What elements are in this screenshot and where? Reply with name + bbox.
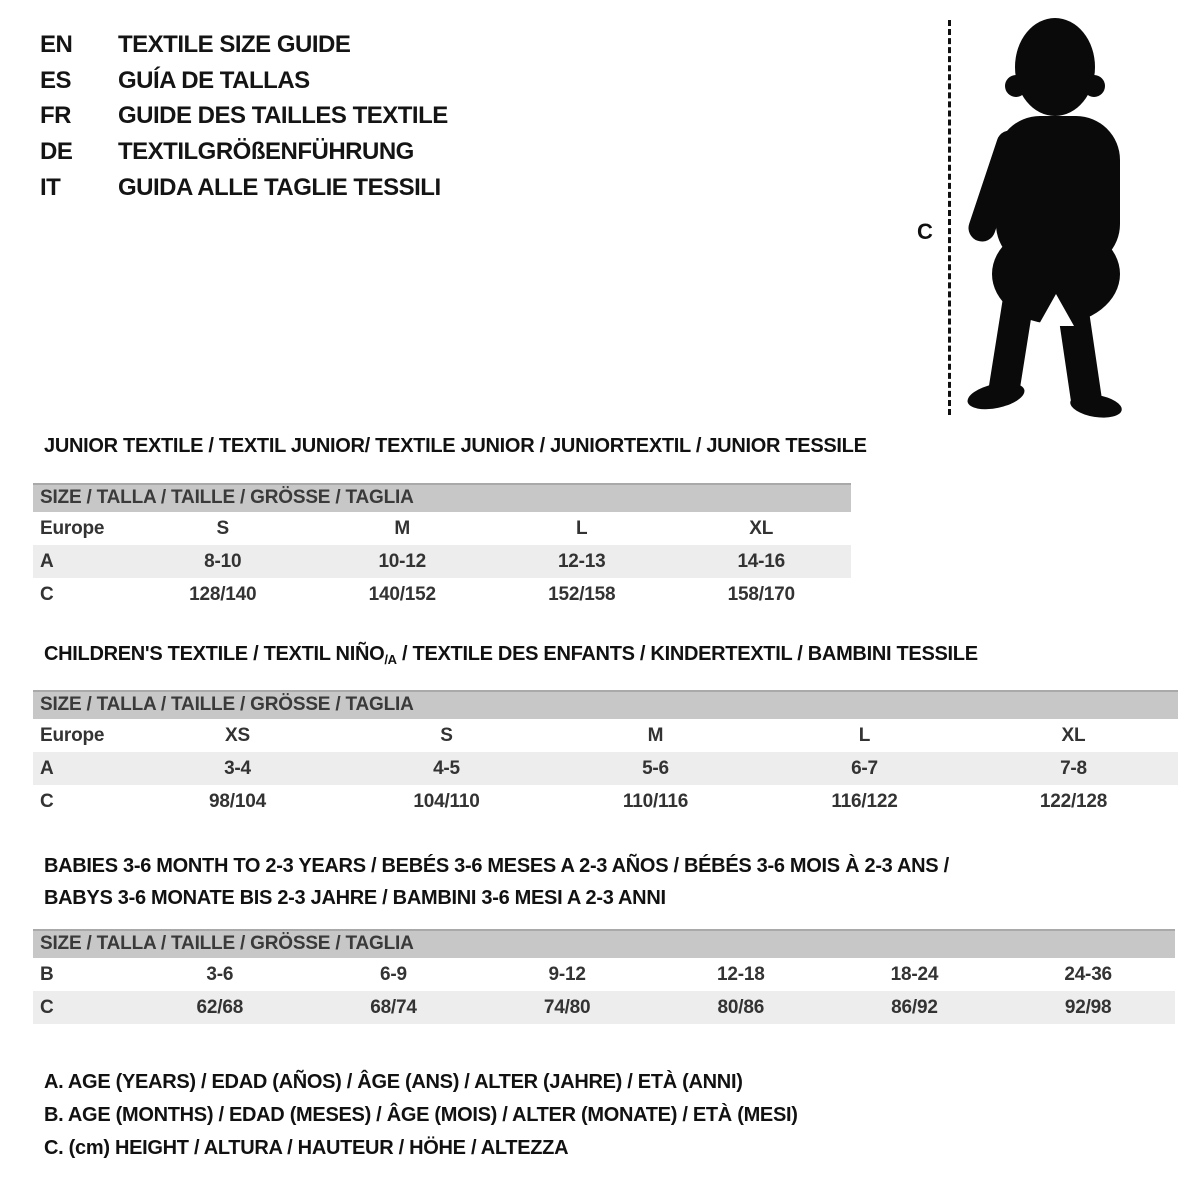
value-cell: 74/80 — [543, 996, 591, 1018]
value-cell: M — [647, 724, 664, 746]
language-row — [40, 174, 441, 202]
row-label-cell: C — [40, 790, 54, 812]
value-cell: XL — [1061, 724, 1086, 746]
babies-title-line1: BABIES 3-6 MONTH TO 2-3 YEARS / BEBÉS 3-6 MESES A 2-3 AÑOS / BÉBÉS 3-6 MOIS À 2-3 ANS / — [44, 855, 949, 877]
children-size-table — [33, 719, 1178, 818]
language-title: TEXTILE SIZE GUIDE — [118, 31, 351, 58]
language-title: GUIDA ALLE TAGLIE TESSILI — [118, 174, 441, 201]
legend-line-c: C. (cm) HEIGHT / ALTURA / HAUTEUR / HÖHE / ALTEZZA — [44, 1137, 569, 1159]
value-cell: 6-9 — [380, 963, 407, 985]
section-title-babies — [44, 850, 949, 914]
toddler-silhouette — [960, 12, 1140, 422]
row-label-cell: Europe — [40, 517, 105, 539]
row-label-cell: C — [40, 583, 54, 605]
row-label-cell: Europe — [40, 724, 105, 746]
legend-line-a: A. AGE (YEARS) / EDAD (AÑOS) / ÂGE (ANS) / ALTER (JAHRE) / ETÀ (ANNI) — [44, 1071, 743, 1093]
value-cell: 158/170 — [727, 583, 795, 605]
table-row — [33, 958, 1175, 991]
value-cell: S — [440, 724, 453, 746]
row-label-cell: C — [40, 996, 54, 1018]
babies-size-table — [33, 958, 1175, 1024]
value-cell: 128/140 — [189, 583, 257, 605]
row-label-cell: A — [40, 757, 54, 779]
babies-title-line2: BABYS 3-6 MONATE BIS 2-3 JAHRE / BAMBINI 3-6 MESI A 2-3 ANNI — [44, 887, 666, 909]
value-cell: 110/116 — [622, 790, 689, 812]
value-cell: 104/110 — [413, 790, 480, 812]
table-row — [33, 578, 851, 611]
value-cell: 62/68 — [196, 996, 244, 1018]
value-cell: 6-7 — [851, 757, 878, 779]
table-row — [33, 545, 851, 578]
value-cell: 98/104 — [209, 790, 266, 812]
section-title-children — [44, 643, 978, 667]
table-row — [33, 752, 1178, 785]
language-code: IT — [40, 174, 61, 201]
height-measure-label: C — [917, 219, 933, 244]
value-cell: M — [394, 517, 411, 539]
row-label-cell: A — [40, 550, 54, 572]
language-title: GUÍA DE TALLAS — [118, 67, 310, 94]
value-cell: XL — [749, 517, 774, 539]
table-row — [33, 991, 1175, 1024]
section-title-junior: JUNIOR TEXTILE / TEXTIL JUNIOR/ TEXTILE JUNIOR / JUNIORTEXTIL / JUNIOR TESSILE — [44, 435, 867, 457]
babies-table-block — [33, 929, 1175, 1024]
value-cell: 68/74 — [370, 996, 417, 1018]
junior-size-table — [33, 512, 851, 611]
children-title-pre: CHILDREN'S TEXTILE / TEXTIL NIÑO — [44, 643, 385, 665]
value-cell: 92/98 — [1064, 996, 1112, 1018]
language-row — [40, 67, 310, 95]
value-cell: 14-16 — [737, 550, 786, 572]
legend-line-b: B. AGE (MONTHS) / EDAD (MESES) / ÂGE (MOIS) / ALTER (MONATE) / ETÀ (MESI) — [44, 1104, 798, 1126]
height-measure-line — [948, 20, 951, 415]
value-cell: 24-36 — [1064, 963, 1112, 985]
row-label-cell: B — [40, 963, 54, 985]
size-header-bar: SIZE / TALLA / TAILLE / GRÖSSE / TAGLIA — [33, 483, 851, 512]
value-cell: 4-5 — [433, 757, 460, 779]
size-header-bar: SIZE / TALLA / TAILLE / GRÖSSE / TAGLIA — [33, 929, 1175, 958]
table-row — [33, 719, 1178, 752]
language-code: FR — [40, 102, 71, 129]
language-code: ES — [40, 67, 72, 94]
value-cell: 3-6 — [206, 963, 234, 985]
language-code: EN — [40, 31, 73, 58]
junior-table-block — [33, 483, 851, 611]
value-cell: 122/128 — [1039, 790, 1108, 812]
value-cell: 80/86 — [717, 996, 765, 1018]
value-cell: 152/158 — [548, 583, 616, 605]
children-title-post: / TEXTILE DES ENFANTS / KINDERTEXTIL / BAMBINI TESSILE — [396, 643, 978, 665]
value-cell: 5-6 — [642, 757, 669, 779]
value-cell: XS — [225, 724, 250, 746]
children-table-block — [33, 690, 1178, 818]
language-code: DE — [40, 138, 73, 165]
language-title: TEXTILGRÖßENFÜHRUNG — [118, 138, 414, 165]
value-cell: S — [216, 517, 229, 539]
value-cell: 18-24 — [890, 963, 939, 985]
value-cell: 3-4 — [224, 757, 251, 779]
value-cell: L — [576, 517, 588, 539]
size-header-bar: SIZE / TALLA / TAILLE / GRÖSSE / TAGLIA — [33, 690, 1178, 719]
value-cell: 140/152 — [368, 583, 436, 605]
value-cell: 10-12 — [378, 550, 427, 572]
value-cell: L — [858, 724, 871, 746]
language-row — [40, 31, 350, 59]
language-row — [40, 138, 414, 166]
value-cell: 12-13 — [557, 550, 606, 572]
value-cell: 116/122 — [831, 790, 898, 812]
value-cell: 8-10 — [204, 550, 242, 572]
children-title-sub: /A — [384, 652, 397, 667]
value-cell: 7-8 — [1060, 757, 1087, 779]
value-cell: 86/92 — [891, 996, 938, 1018]
table-row — [33, 512, 851, 545]
language-row — [40, 102, 448, 130]
language-title: GUIDE DES TAILLES TEXTILE — [118, 102, 448, 129]
table-row — [33, 785, 1178, 818]
value-cell: 9-12 — [548, 963, 586, 985]
value-cell: 12-18 — [716, 963, 765, 985]
